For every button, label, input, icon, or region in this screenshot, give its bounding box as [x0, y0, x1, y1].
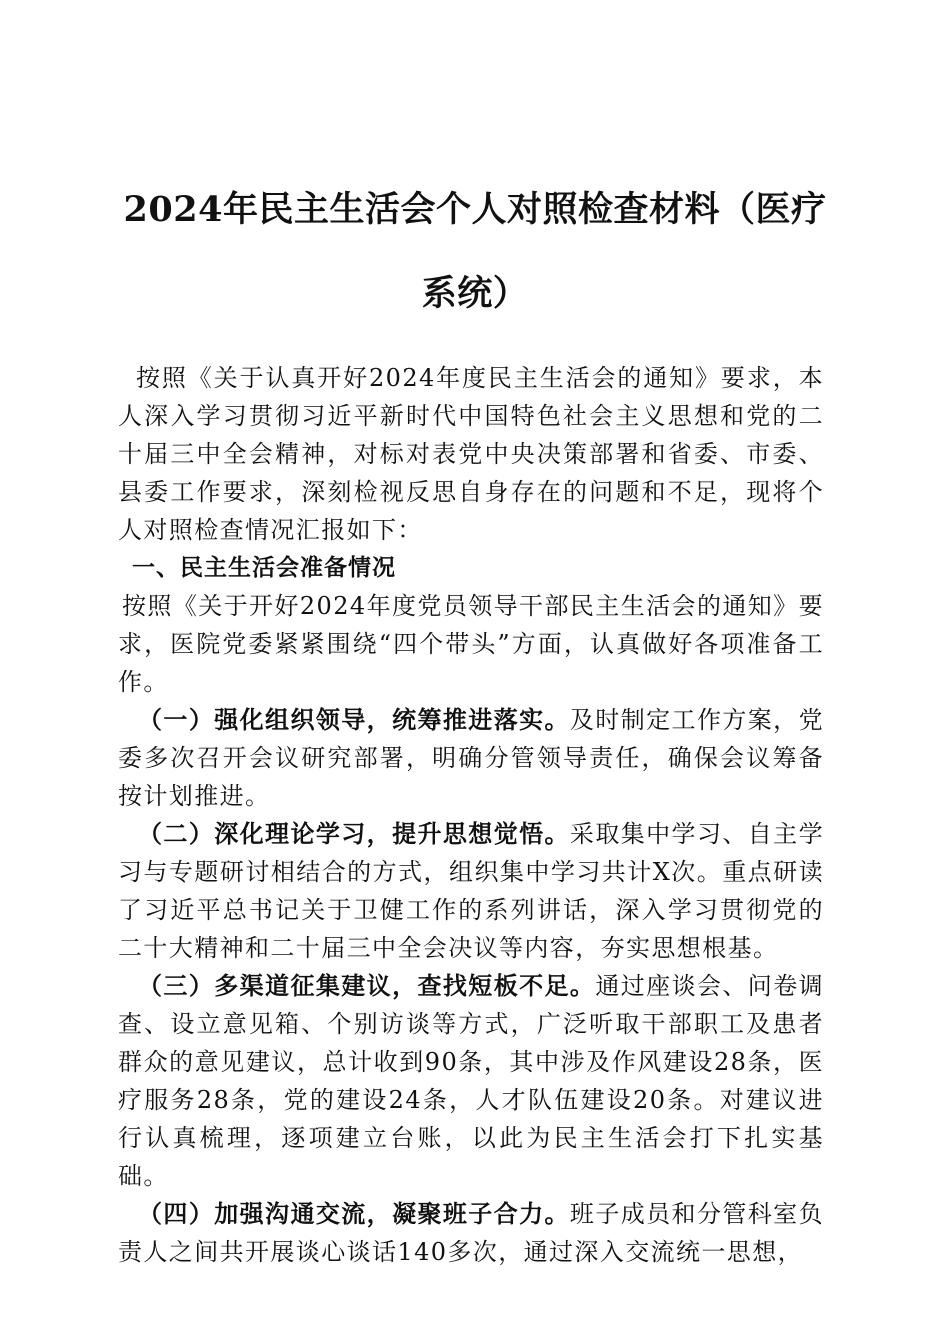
- intro-paragraph: 按照《关于认真开好2024年度民主生活会的通知》要求，本人深入学习贯彻习近平新时代中国特色社会主义思想和党的二十届三中全会精神，对标对表党中央决策部署和省委、市委、县委工作要求，深刻检视反思自身存在的问题和不足，现将个人对照检查情况汇报如下：: [118, 364, 824, 544]
- item-paragraph-2: [118, 815, 824, 967]
- item-paragraph-4: [118, 1195, 824, 1271]
- item-lead-3: （三）多渠道征集建议，查找短板不足。: [138, 971, 596, 1000]
- item-lead-1: （一）强化组织领导，统筹推进落实。: [138, 705, 570, 734]
- section-intro-paragraph: 按照《关于开好2024年度党员领导干部民主生活会的通知》要求，医院党委紧紧围绕“四个带头”方面，认真做好各项准备工作。: [118, 592, 824, 696]
- section-heading: 一、民主生活会准备情况: [132, 555, 396, 581]
- item-text-4: 班子成员和分管科室负责人之间共开展谈心谈话140多次，通过深入交流统一思想，: [118, 1200, 824, 1266]
- item-text-1: 及时制定工作方案，党委多次召开会议研究部署，明确分管领导责任，确保会议筹备按计划推进。: [118, 706, 824, 810]
- item-paragraph-1: [118, 701, 824, 815]
- item-text-3: 通过座谈会、问卷调查、设立意见箱、个别访谈等方式，广泛听取干部职工及患者群众的意见建议，总计收到90条，其中涉及作风建设28条，医疗服务28条，党的建设24条，人才队伍建设20条。对建议进行认真梳理，逐项建立台账，以此为民主生活会打下扎实基础。: [118, 972, 825, 1190]
- document-title: 2024年民主生活会个人对照检查材料（医疗系统）: [123, 189, 827, 314]
- item-paragraph-3: [118, 967, 824, 1195]
- item-lead-2: （二）深化理论学习，提升思想觉悟。: [138, 819, 570, 848]
- item-text-2: 采取集中学习、自主学习与专题研讨相结合的方式，组织集中学习共计X次。重点研读了习近平总书记关于卫健工作的系列讲话，深入学习贯彻党的二十大精神和二十届三中全会决议等内容，夯实思想根基。: [118, 820, 824, 962]
- document-body: [118, 359, 824, 1271]
- item-lead-4: （四）加强沟通交流，凝聚班子合力。: [138, 1199, 570, 1228]
